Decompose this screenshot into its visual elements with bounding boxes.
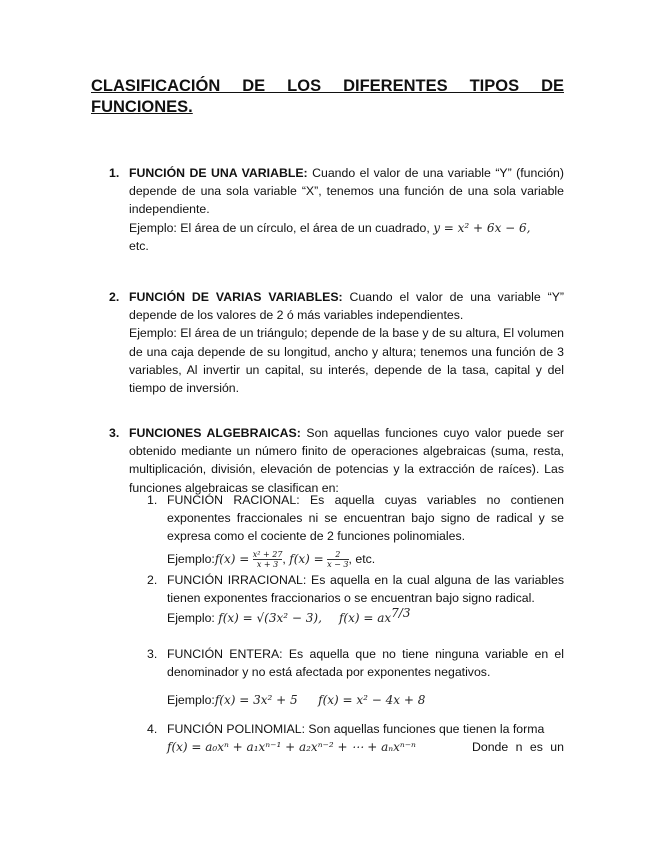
fraction-denominator: x + 3 [253, 559, 283, 569]
formula-1: f(x) = 3x² + 5 [214, 693, 298, 708]
formula-lhs: f(x) = [289, 551, 324, 566]
example-label: Ejemplo: [167, 551, 215, 566]
section-heading: FUNCIÓN DE VARIAS VARIABLES: [129, 290, 343, 304]
subitem-text: FUNCIÓN POLINOMIAL: Son aquellas funciones que tienen la forma [167, 722, 545, 736]
formula-lhs: f(x) = [214, 551, 250, 566]
example-label: Ejemplo: [167, 693, 215, 708]
formula-2-exponent: 7/3 [391, 606, 411, 621]
section-number: 2. [109, 290, 120, 304]
page-title: CLASIFICACIÓN DE LOS DIFERENTES TIPOS DE FUNCIONES. [91, 77, 564, 116]
subitem-number: 4. [147, 722, 158, 736]
fraction-1 [253, 550, 283, 569]
subitem-racional: 1. FUNCIÓN RACIONAL: Es aquella cuyas variables no contienen exponentes fraccionales ni se encuentran bajo signo de radical y se expresa como el cociente de 2 funciones polinomiales. Ejemplo:f(x) = $\frac{\text{x² + 27}}{x + 3}$ , f(x) = $\frac{2}{x - 3}$ , etc. [147, 493, 564, 569]
example-text: Ejemplo: El área de un triángulo; depende de la base y de su altura, El volumen de una caja depende de su longitud, ancho y altura; tenemos una función de 3 variables, Al invertir un capital, su interés, depende de la tasa, capital y del tiempo de inversión. [129, 326, 564, 396]
section-1 [109, 164, 564, 255]
fraction-2 [327, 550, 348, 569]
example-intro: Ejemplo: El área de un círculo, el área de un cuadrado, [129, 220, 430, 235]
formula-2: f(x) = ax [338, 611, 392, 626]
section-text: Cuando el valor de una variable “Y” depende de los valores de 2 ó más variables independientes. [129, 290, 564, 323]
subitem-polinomial [147, 720, 564, 756]
section-text: Son aquellas funciones cuyo valor puede ser obtenido mediante un número finito de operaciones algebraicas (suma, resta, multiplicación, división, elevación de potencias y la extracción de raíces). Las funciones algebraicas se clasifican en: [129, 426, 564, 495]
example-end: etc. [129, 238, 149, 253]
fraction-denominator: x − 3 [327, 559, 349, 569]
subitem-number: 1. [147, 493, 158, 507]
example-label: Ejemplo: [167, 611, 215, 626]
section-2 [109, 288, 564, 397]
example-end: etc. [355, 551, 376, 566]
continuation-text: Donde n es un [472, 740, 564, 755]
subitem-irracional [147, 571, 564, 628]
subitem-number: 3. [147, 647, 158, 661]
subitem-entera [147, 645, 564, 710]
subitem-number: 2. [147, 573, 158, 587]
formula-1: f(x) = √(3x² − 3), [218, 611, 322, 626]
fraction-numerator: x² + 27 [252, 549, 283, 559]
section-heading: FUNCIONES ALGEBRAICAS: [129, 426, 301, 440]
subitem-text: FUNCIÓN IRRACIONAL: Es aquella en la cual alguna de las variables tienen exponentes fraccionarios o se encuentran bajo signo radical. [167, 573, 564, 606]
section-3 [109, 424, 564, 497]
subitem-text: FUNCIÓN ENTERA: Es aquella que no tiene ninguna variable en el denominador y no está afectada por exponentes negativos. [167, 647, 564, 680]
polynomial-formula: f(x) = a₀xⁿ + a₁xⁿ⁻¹ + a₂xⁿ⁻² + ⋯ + aₙxⁿ⁻ⁿ [167, 740, 416, 755]
example-formula: y = x² + 6x − 6, [433, 220, 531, 235]
section-number: 1. [109, 166, 120, 180]
section-text: Cuando el valor de una variable “Y” (función) depende de una sola variable “X”, tenemos una función de una sola variable independiente. [129, 166, 564, 217]
subitem-text: FUNCIÓN RACIONAL: Es aquella cuyas variables no contienen exponentes fraccionales ni se encuentran bajo signo de radical y se expresa como el cociente de 2 funciones polinomiales. [167, 493, 564, 544]
section-heading: FUNCIÓN DE UNA VARIABLE: [129, 166, 308, 180]
section-number: 3. [109, 426, 120, 440]
fraction-numerator: 2 [335, 549, 341, 559]
formula-2: f(x) = x² − 4x + 8 [318, 693, 426, 708]
